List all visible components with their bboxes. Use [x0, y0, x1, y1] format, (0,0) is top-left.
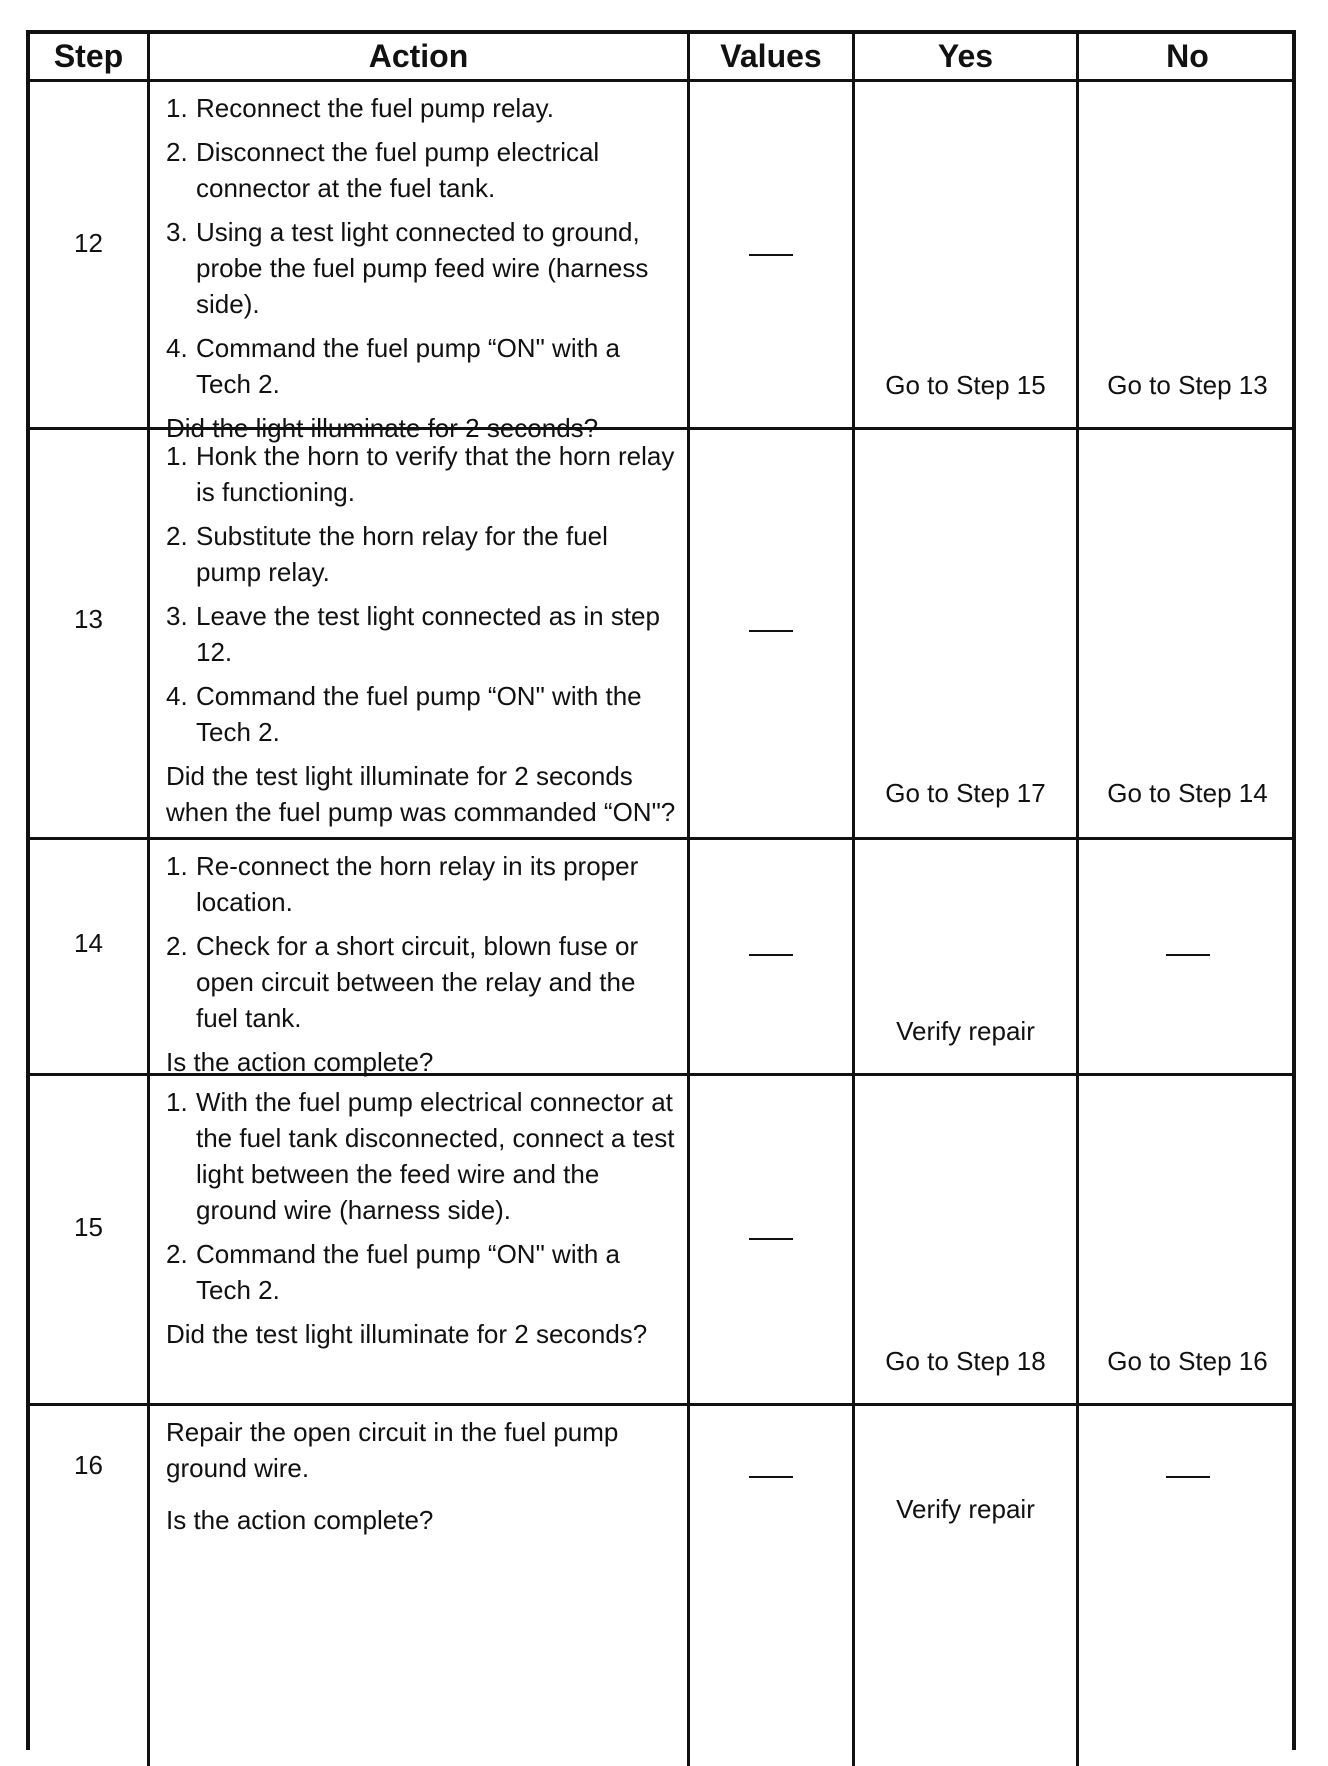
list-item: 1. Re-connect the horn relay in its proper location. [166, 851, 639, 917]
no-cell [1079, 1076, 1296, 1403]
step-number: 16 [74, 1450, 103, 1480]
action-question: Did the test light illuminate for 2 seconds when the fuel pump was commanded “ON"? [166, 761, 676, 827]
yes-result: Verify repair [896, 1494, 1035, 1524]
table-row [30, 840, 1292, 1076]
header-action: Action [150, 34, 690, 79]
list-item: 2. Check for a short circuit, blown fuse or open circuit between the relay and the fuel tank. [166, 931, 639, 1033]
list-item: 3. Using a test light connected to ground, probe the fuel pump feed wire (harness side). [166, 217, 649, 319]
step-cell [30, 840, 150, 1073]
empty-value-dash [749, 954, 793, 956]
step-cell [30, 430, 150, 837]
no-result: Go to Step 14 [1107, 778, 1268, 808]
list-item: 2. Substitute the horn relay for the fuel pump relay. [166, 521, 608, 587]
empty-value-dash [749, 1238, 793, 1240]
no-result: Go to Step 13 [1107, 370, 1268, 400]
yes-result: Verify repair [896, 1016, 1035, 1046]
step-number: 12 [74, 228, 103, 258]
step-cell [30, 1076, 150, 1403]
table-header-row [30, 34, 1292, 82]
values-cell [690, 430, 855, 837]
list-item: 3. Leave the test light connected as in step 12. [166, 601, 660, 667]
list-item: 4. Command the fuel pump “ON" with a Tech 2. [166, 333, 620, 399]
action-question: Is the action complete? [166, 1047, 434, 1077]
yes-cell [855, 1076, 1079, 1403]
action-question: Did the light illuminate for 2 seconds? [166, 413, 599, 443]
yes-result: Go to Step 17 [885, 778, 1046, 808]
diagnostic-table [26, 30, 1296, 1750]
action-cell [150, 430, 690, 837]
yes-cell [855, 1406, 1079, 1766]
action-cell [150, 840, 690, 1077]
values-cell [690, 840, 855, 1073]
step-number: 14 [74, 928, 103, 958]
no-cell [1079, 840, 1296, 1073]
values-cell [690, 1076, 855, 1403]
header-step: Step [30, 34, 150, 79]
action-question: Did the test light illuminate for 2 seconds? [166, 1319, 648, 1349]
table-row [30, 1076, 1292, 1406]
empty-value-dash [749, 1476, 793, 1478]
list-item: 2. Disconnect the fuel pump electrical connector at the fuel tank. [166, 137, 600, 203]
list-item: 2. Command the fuel pump “ON" with a Tech 2. [166, 1239, 620, 1305]
empty-no-dash [1166, 954, 1210, 956]
action-question: Is the action complete? [166, 1505, 434, 1535]
step-cell [30, 82, 150, 427]
empty-value-dash [749, 254, 793, 256]
action-list [166, 1084, 679, 1308]
action-cell [150, 82, 690, 443]
action-list [166, 438, 679, 750]
no-cell [1079, 1406, 1296, 1766]
step-number: 15 [74, 1212, 103, 1242]
yes-result: Go to Step 15 [885, 370, 1046, 400]
list-item: 4. Command the fuel pump “ON" with the Tech 2. [166, 681, 642, 747]
empty-no-dash [1166, 1476, 1210, 1478]
yes-result: Go to Step 18 [885, 1346, 1046, 1376]
values-cell [690, 1406, 855, 1766]
list-item: 1. With the fuel pump electrical connector at the fuel tank disconnected, connect a test light between the feed wire and the ground wire (harness side). [166, 1087, 675, 1225]
action-paragraph: Repair the open circuit in the fuel pump ground wire. [166, 1417, 619, 1483]
no-cell [1079, 430, 1296, 837]
step-cell [30, 1406, 150, 1766]
yes-cell [855, 430, 1079, 837]
empty-value-dash [749, 630, 793, 632]
action-list [166, 848, 679, 1036]
action-list [166, 90, 679, 402]
header-no: No [1166, 38, 1209, 74]
step-number: 13 [74, 604, 103, 634]
no-cell [1079, 82, 1296, 427]
header-values: Values [690, 34, 855, 79]
list-item: 1. Honk the horn to verify that the horn relay is functioning. [166, 441, 675, 507]
yes-cell [855, 840, 1079, 1073]
action-cell [150, 1076, 690, 1403]
action-cell [150, 1406, 690, 1766]
no-result: Go to Step 16 [1107, 1346, 1268, 1376]
header-yes: Yes [855, 34, 1079, 79]
yes-cell [855, 82, 1079, 427]
values-cell [690, 82, 855, 427]
table-row [30, 82, 1292, 443]
table-row [30, 430, 1292, 840]
table-row [30, 1406, 1292, 1766]
list-item: 1. Reconnect the fuel pump relay. [166, 93, 554, 123]
